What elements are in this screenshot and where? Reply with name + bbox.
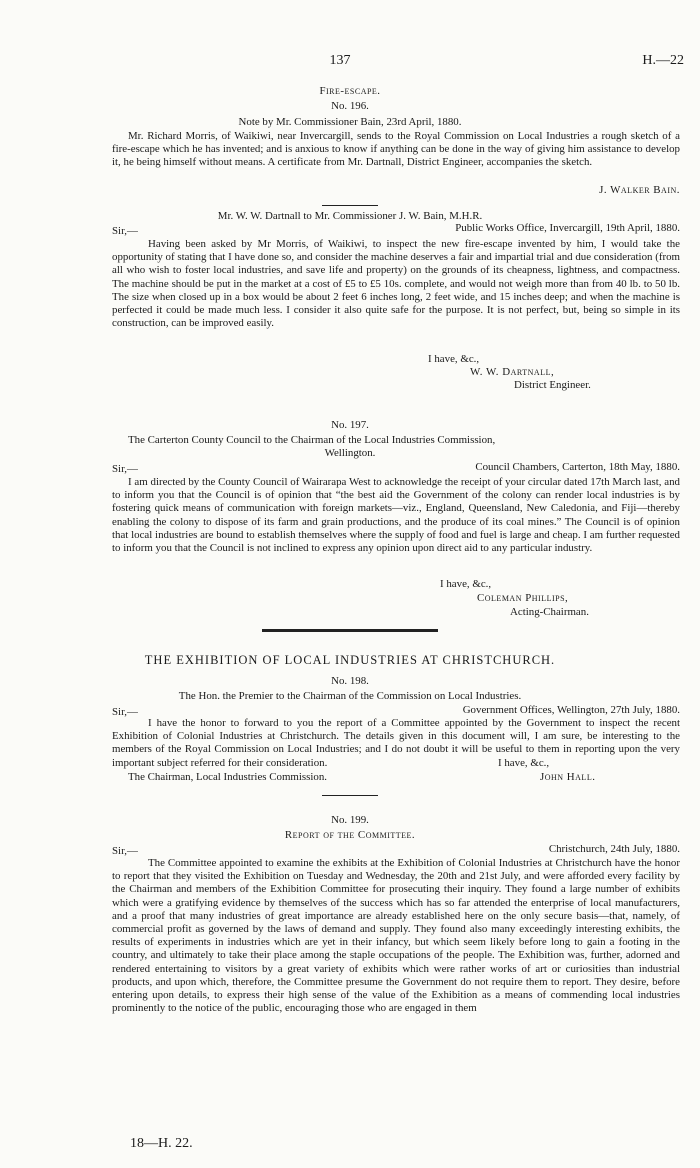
no198-closing: I have, &c., xyxy=(498,757,550,769)
no198-salutation: Sir,— xyxy=(112,706,138,718)
dartnall-address: Public Works Office, Invercargill, 19th April, 1880. xyxy=(455,222,680,234)
no199-number: No. 199. xyxy=(331,814,369,826)
no196-title: Note by Mr. Commissioner Bain, 23rd April, 1880. xyxy=(238,116,462,128)
dartnall-closing: I have, &c., xyxy=(428,353,480,365)
no197-salutation: Sir,— xyxy=(112,463,138,475)
no197-title-line1 xyxy=(128,434,688,447)
no199-body: The Committee appointed to examine the exhibits at the Exhibition of Colonial Industries at Christchurch have the honor to report that they visited the Exhibition on Tuesday and Wednesday, the 20th and 21st July, and were afforded every facility by the Chairman and members of the Exhibition Committee for prosecuting their inquiry. They found a large number of exhibits which were a gratifying evidence by themselves of the success which has so far attended the enterprise of local manufacturers, and a proof that many industries of great importance are already established here on the only secure basis—that, namely, of commercial profit as governed by the laws of demand and supply. They found also many exceedingly interesting exhibits, the results of experiments in industries which are yet in their infancy, but which seem likely before long to gain a footing in the country, and ultimately to take their place among the staple occupations of the people. The Exhibition was, further, adorned and rendered entertaining to visitors by a great variety of exhibits which were rather works of art or curiosities than industrial products, and upon which, therefore, the Committee presume the Government do not require them to report. They desire, before entering upon details, to express their high sense of the value of the Exhibition as a means of commending local industries prominently to the notice of the public, encouraging those who are engaged in them xyxy=(112,857,680,1015)
no197-number: No. 197. xyxy=(331,419,369,431)
no197-signature: Coleman Phillips, xyxy=(477,592,569,604)
no199-salutation: Sir,— xyxy=(112,845,138,857)
divider xyxy=(322,795,378,796)
no198-signature: John Hall. xyxy=(540,771,596,783)
exhibition-heading: THE EXHIBITION OF LOCAL INDUSTRIES AT CHRISTCHURCH. xyxy=(144,653,556,667)
no198-title: The Hon. the Premier to the Chairman of the Commission on Local Industries. xyxy=(178,690,522,702)
no196-body: Mr. Richard Morris, of Waikiwi, near Invercargill, sends to the Royal Commission on Local Industries a rough sketch of a fire-escape which he has invented; and is anxious to know if anything can be done in the way of giving him assistance to develop it, he being himself without means. A certificate from Mr. Dartnall, District Engineer, accompanies the sketch. xyxy=(112,130,680,169)
no198-number: No. 198. xyxy=(331,675,369,687)
no197-closing: I have, &c., xyxy=(440,578,492,590)
no197-body: I am directed by the County Council of Wairarapa West to acknowledge the receipt of your circular dated 17th March last, and to inform you that the Council is of opinion that “the best aid the Government of the colony can render local industries is by fostering quick means of communication with foreign markets—viz., England, Queensland, New Caledonia, and Fiji—thereby enabling the colony to dispose of its farm and grain productions, and the produce of its coal mines.” The Council is of opinion that local industries are bound to establish themselves where the supply of food and fuel is large and cheap. I am further requested to inform you that the Council is not inclined to express any opinion upon direct aid to any particular industry. xyxy=(112,476,680,555)
dartnall-signature: W. W. Dartnall, xyxy=(470,366,555,378)
no196-signature: J. Walker Bain. xyxy=(599,184,680,196)
no197-signature-title: Acting-Chairman. xyxy=(510,606,589,618)
no196-number: No. 196. xyxy=(331,100,369,112)
dartnall-letter-title: Mr. W. W. Dartnall to Mr. Commissioner J. W. Bain, M.H.R. xyxy=(217,210,483,222)
dartnall-signature-title: District Engineer. xyxy=(514,379,591,391)
document-reference: H.—22 xyxy=(642,53,684,68)
no199-address: Christchurch, 24th July, 1880. xyxy=(548,843,680,855)
no197-title-text: The Carterton County Council to the Chairman of the Local Industries Commission, xyxy=(128,434,496,446)
no198-addressee: The Chairman, Local Industries Commission. xyxy=(128,771,328,783)
no198-address: Government Offices, Wellington, 27th July, 1880. xyxy=(462,704,680,716)
no199-title: Report of the Committee. xyxy=(284,829,416,841)
dartnall-salutation: Sir,— xyxy=(112,225,138,237)
no197-address: Council Chambers, Carterton, 18th May, 1880. xyxy=(475,461,680,473)
section-divider xyxy=(262,629,438,632)
no197-title-line2: Wellington. xyxy=(324,447,376,459)
dartnall-body: Having been asked by Mr Morris, of Waikiwi, to inspect the new fire-escape invented by him, I would take the opportunity of stating that I have done so, and consider the machine deserves a fair and impartial trial and due consideration (from all who wish to foster local industries, and save life and property) on the grounds of its cheapness, lightness, and compactness. The machine should be put in the market at a cost of £5 to £5 10s. complete, and would not weigh more than from 40 lb. to 50 lb. The size when closed up in a box would be about 2 feet 6 inches long, 2 feet wide, and 15 inches deep; and when the machine is perfected it could be made much less. I consider it also quite safe for the purpose. It is not perfect, but, being so simple in its construction, can be improved easily. xyxy=(112,238,680,330)
page-number: 137 xyxy=(329,53,351,68)
section-heading-fire-escape: Fire-escape. xyxy=(319,85,381,97)
divider xyxy=(322,205,378,206)
no198-body: I have the honor to forward to you the report of a Committee appointed by the Government to inspect the recent Exhibition of Colonial Industries at Christchurch. The details given in this document will, I am sure, be interesting to the members of the Royal Commission on Local Industries; and I do not doubt it will be useful to them in reporting upon the very important subject referred for their consideration. xyxy=(112,717,680,769)
signature-mark: 18—H. 22. xyxy=(130,1136,193,1151)
